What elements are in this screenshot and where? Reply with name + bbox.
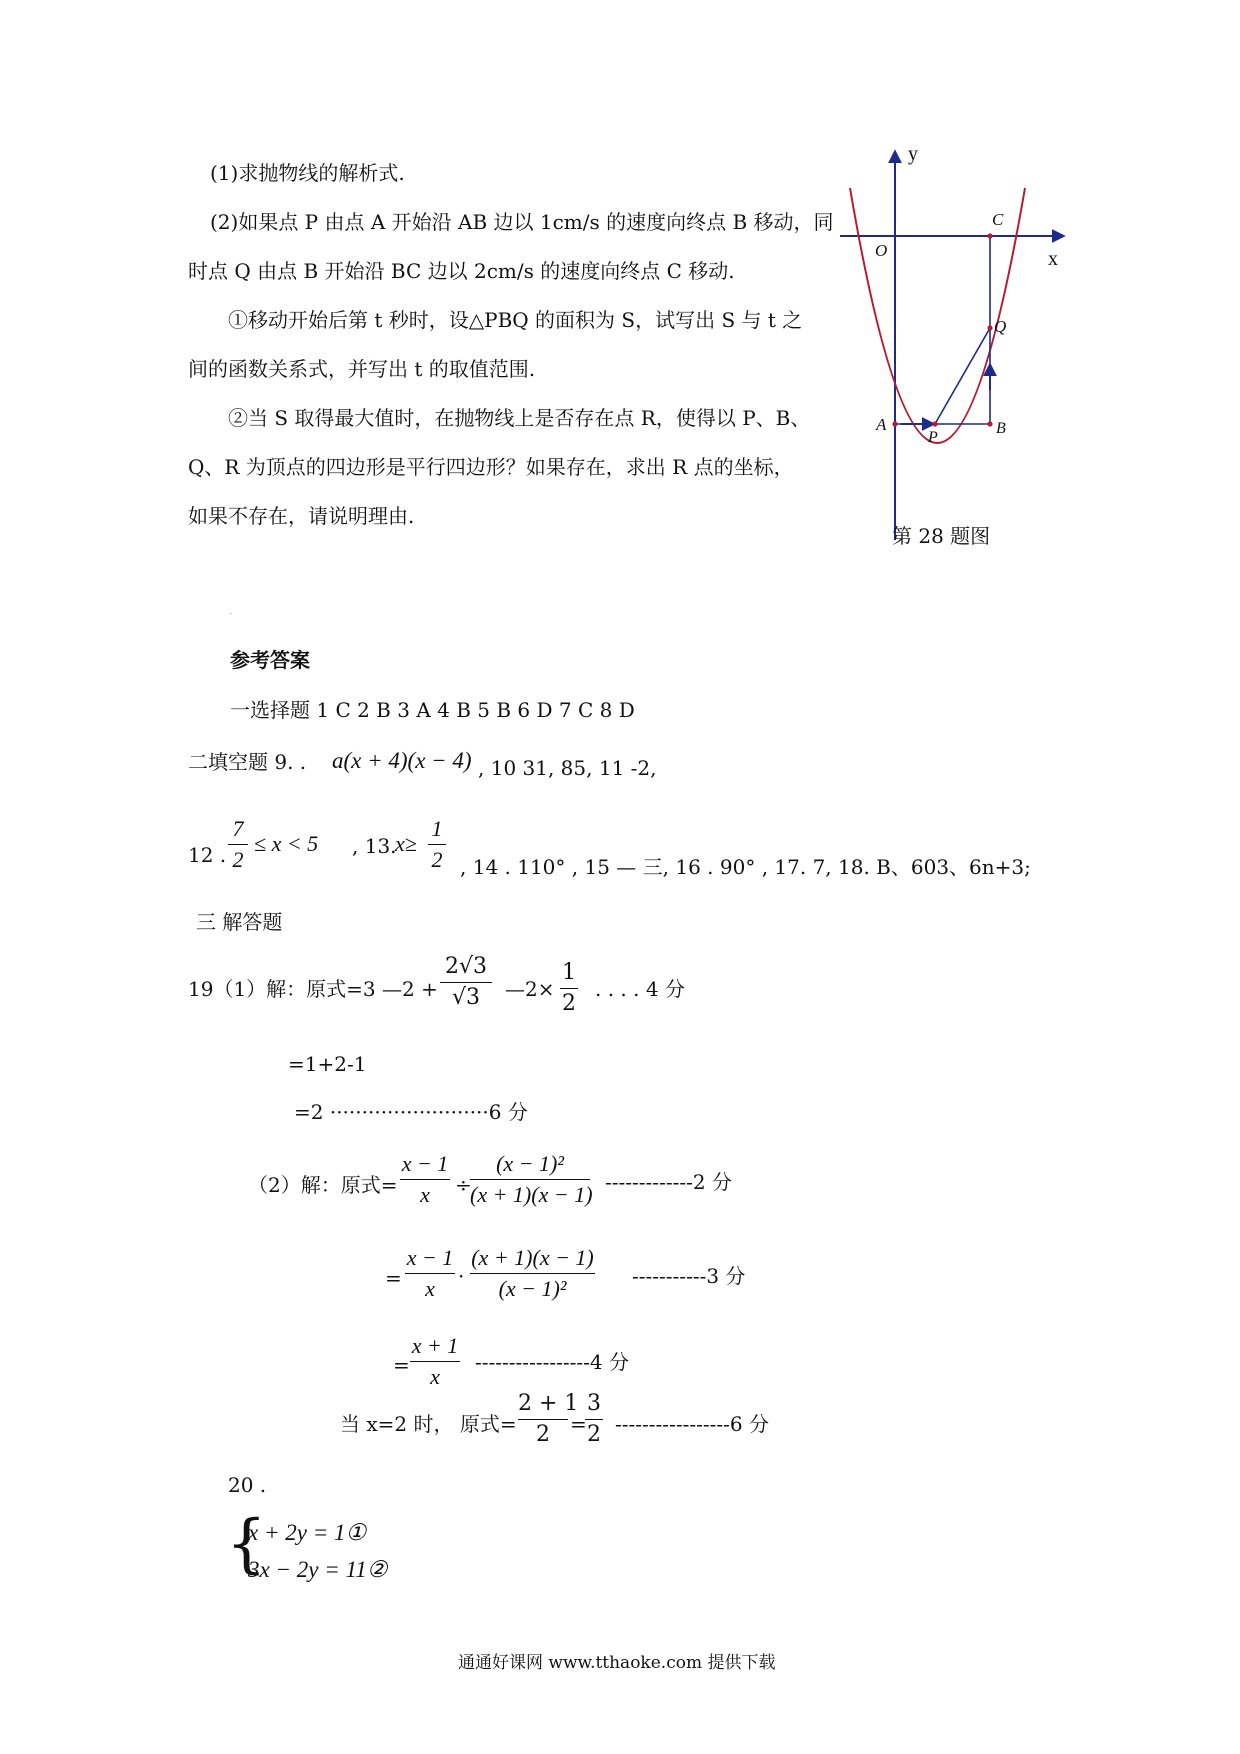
q19-2-prefix: （2）解：原式= [248,1173,398,1197]
q19-2-fraction-7: 3 2 [587,1391,601,1447]
answer-12-label: 12 . [188,843,227,867]
q19-1-score: . . . . 4 分 [595,977,685,1001]
point-p [932,421,937,426]
q19-2-equals-3: = [393,1353,410,1377]
q19-2-score-1: -------------2 分 [605,1170,732,1194]
q19-2-fraction-3: x − 1 x [406,1245,454,1301]
answers-heading: 参考答案 [230,648,310,672]
question-part2a-line2: 间的函数关系式，并写出 t 的取值范围. [188,357,536,381]
q19-2-dot: · [458,1264,465,1288]
q19-2-fraction-1: x − 1 x [401,1151,449,1207]
q19-2-score-3: -----------------4 分 [475,1350,629,1374]
answers-fill-tail: , 14 . 110° , 15 — 三, 16 . 90° , 17. 7, 18. B、603、6n+3; [460,855,1031,879]
q19-2-fraction-4: (x + 1)(x − 1) (x − 1)² [471,1245,594,1301]
q20-label: 20 . [228,1473,267,1497]
label-b: B [996,420,1006,437]
answers-fill-rest: , 10 31, 85, 11 -2, [478,756,657,780]
system-equation-2: 3x − 2y = 11② [248,1557,388,1582]
point-a [892,421,897,426]
answers-multiple-choice: 一选择题 1 C 2 B 3 A 4 B 5 B 6 D 7 C 8 D [230,698,635,722]
q19-1-prefix: 19（1）解：原式=3 —2 + [188,977,438,1001]
answer-12-inequality: ≤ x < 5 [254,831,319,856]
q19-2-fraction-6: 2 + 1 2 [518,1391,579,1447]
answer-13-fraction: 1 2 [428,818,446,871]
parabola-figure [835,140,1080,560]
question-part2b-line1: ②当 S 取得最大值时，在抛物线上是否存在点 R，使得以 P、B、 [228,406,811,430]
point-q [987,325,992,330]
label-o: O [875,241,888,260]
question-part2a-line1: ①移动开始后第 t 秒时，设△PBQ 的面积为 S，试写出 S 与 t 之 [228,308,803,332]
system-brace: { [226,1507,267,1581]
question-part2-line2: 时点 Q 由点 B 开始沿 BC 边以 2cm/s 的速度向终点 C 移动. [188,259,735,283]
page-footer: 通通好课网 www.tthaoke.com 提供下载 [458,1653,776,1673]
q19-2-divide: ÷ [455,1173,472,1197]
q19-2-equals-4: = [570,1412,587,1436]
point-b [987,421,992,426]
answers-fill-prefix: 二填空题 9. . [188,750,307,774]
point-c [987,233,992,238]
y-axis-label: y [908,143,918,165]
x-axis-label: x [1048,248,1058,270]
q19-2-substitution: 当 x=2 时， 原式= [340,1412,517,1436]
q19-2-equals-2: = [385,1266,402,1290]
q19-1-step2: =1+2-1 [288,1052,367,1076]
q19-1-fraction-half: 1 2 [562,960,576,1016]
q19-2-fraction-5: x + 1 x [411,1333,459,1389]
question-part2b-line3: 如果不存在，请说明理由. [188,504,415,528]
question-part2b-line2: Q、R 为顶点的四边形是平行四边形？如果存在，求出 R 点的坐标， [188,455,794,479]
q19-1-step3: =2 ·························6 分 [294,1100,528,1124]
answer-13-label: , 13. [352,834,397,858]
answer-12-fraction: 7 2 [228,818,248,871]
q19-1-fraction-root: 2√3 √3 [440,956,492,1009]
figure-caption: 第 28 题图 [892,524,991,548]
question-part1: (1)求抛物线的解析式. [210,161,405,185]
label-q: Q [994,317,1007,336]
q19-2-score-2: -----------3 分 [632,1264,746,1288]
question-part2-line1: (2)如果点 P 由点 A 开始沿 AB 边以 1cm/s 的速度向终点 B 移动，同 [210,210,834,234]
q19-2-fraction-2: (x − 1)² (x + 1)(x − 1) [470,1151,593,1207]
system-equation-1: x + 2y = 1① [248,1520,367,1545]
answers-fill-9-expr: a(x + 4)(x − 4) [332,748,472,773]
label-c: C [992,210,1004,229]
label-a: A [876,415,887,434]
q19-1-middle: —2× [505,977,555,1001]
answer-13-variable: x≥ [395,831,417,856]
q19-2-score-4: -----------------6 分 [615,1412,769,1436]
label-p: P [928,429,938,446]
section-3-heading: 三 解答题 [196,910,283,934]
